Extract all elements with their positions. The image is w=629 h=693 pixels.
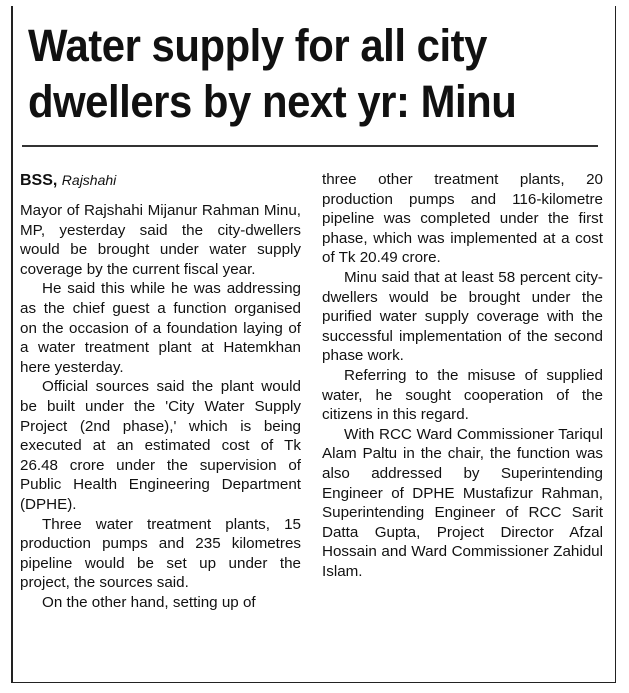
article-column-right	[322, 170, 603, 581]
paragraph: On the other hand, setting up of	[42, 593, 256, 611]
paragraph: Three water treatment plants, 15 production pumps and 235 kilometres pipeline would be set up under the project, the sources said.	[20, 515, 301, 592]
paragraph: With RCC Ward Commissioner Tariqul Alam Paltu in the chair, the function was also addressed by Superintending Engineer of DPHE Mustafizur Rahman, Superintending Engineer of RCC Sarit Datta Gupta, Project Director Afzal Hossain and Ward Commissioner Zahidul Islam.	[322, 425, 603, 580]
byline-agency: BSS,	[20, 172, 58, 189]
paragraph: Mayor of Rajshahi Mijanur Rahman Minu, MP, yesterday said the city-dwellers would be brought under water supply coverage by the current fiscal year.	[20, 202, 301, 278]
paragraph: three other treatment plants, 20 production pumps and 116-kilometre pipeline was completed under the first phase, which was implemented at a cost of Tk 20.49 crore.	[322, 171, 603, 267]
headline: Water supply for all city dwellers by next yr: Minu	[28, 20, 517, 127]
paragraph: Official sources said the plant would be built under the 'City Water Supply Project (2nd phase),' which is being executed at an estimated cost of Tk 26.48 crore under the supervision of Public Health Engineering Department (DPHE).	[20, 378, 301, 513]
headline-divider	[22, 145, 598, 147]
paragraph: Referring to the misuse of supplied water, he sought cooperation of the citizens in this regard.	[322, 366, 603, 424]
paragraph: He said this while he was addressing as the chief guest a function organised on the occasion of a foundation laying of a water treatment plant at Hatemkhan here yesterday.	[20, 280, 301, 376]
byline-location: Rajshahi	[61, 172, 117, 188]
article-column-left	[20, 170, 301, 612]
byline	[20, 170, 301, 191]
paragraph: Minu said that at least 58 percent city-dwellers would be brought under the purified water supply coverage with the successful implementation of the second phase work.	[322, 268, 603, 365]
